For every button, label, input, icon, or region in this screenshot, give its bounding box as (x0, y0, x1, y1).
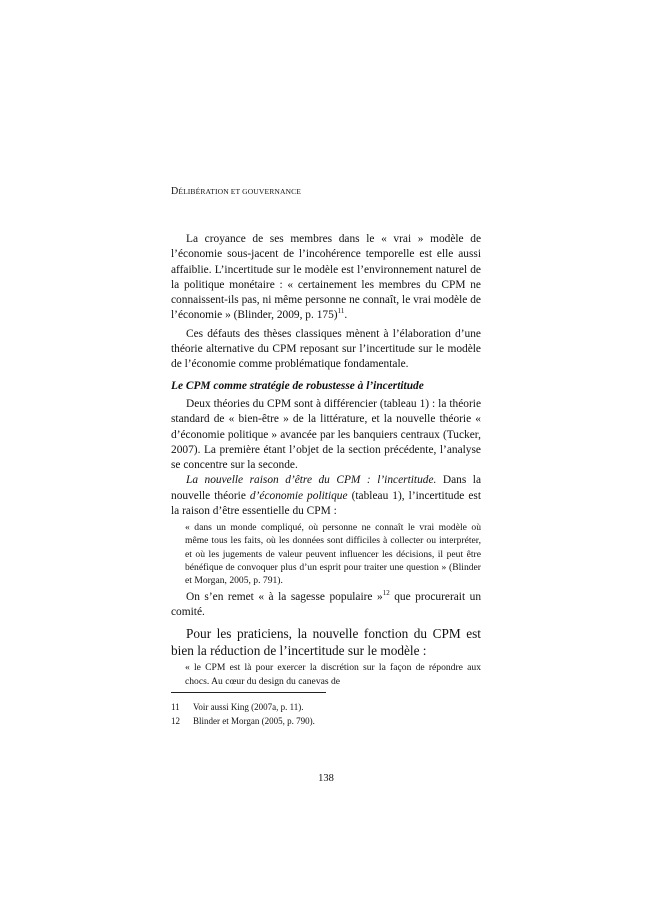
paragraph-6: Pour les praticiens, la nouvelle fonction du CPM est bien la réduction de l’incertitude sur le modèle : (171, 626, 481, 659)
footnote-divider (171, 692, 326, 693)
paragraph-4-text-a: Dans la nouvelle théorie (171, 474, 481, 502)
footnote-text: Blinder et Morgan (2005, p. 790). (193, 716, 315, 726)
paragraph-5-text-a: On s’en remet « à la sagesse populaire » (186, 590, 383, 603)
paragraph-3: Deux théories du CPM sont à différencier (tableau 1) : la théorie standard de « bien-être » de la littérature, et la nouvelle théorie « d’économie politique » avancée par les banquiers centraux (Tucker, 2007). La première étant l’objet de la section précédente, l’analyse se concentre sur la seconde. (171, 397, 481, 472)
footnote-11 (171, 700, 481, 714)
paragraph-1-text: La croyance de ses membres dans le « vrai » modèle de l’économie sous-jacent de l’incohérence temporelle est elle aussi affaiblie. L’incertitude sur le modèle est l’environnement naturel de la politique monétaire : « certainement les membres du CPM ne connaissent-ils pas, ni même personne ne connaît, le vrai modèle de l’économie » (Blinder, 2009, p. 175) (171, 233, 481, 322)
paragraph-5-text-b: que procurerait un comité. (171, 590, 482, 619)
footnote-12 (171, 714, 481, 728)
page-number: 138 (318, 773, 334, 784)
header-small-caps: ÉLIBÉRATION ET GOUVERNANCE (178, 187, 302, 196)
body-text (171, 232, 481, 691)
header-initial: D (171, 186, 179, 197)
paragraph-4 (171, 473, 481, 519)
paragraph-1-end: . (344, 309, 348, 322)
footnote-ref-11: 11 (337, 307, 345, 316)
paragraph-2: Ces défauts des thèses classiques mènent à l’élaboration d’une théorie alternative du CPM reposant sur l’incertitude sur le modèle de l’économie comme problématique fondamentale. (171, 327, 481, 371)
paragraph-4-text-b: (tableau 1), l’incertitude est la raison d’être essentielle du CPM : (171, 489, 481, 518)
footnote-text: Voir aussi King (2007a, p. 11). (193, 702, 304, 712)
block-quote-1: « dans un monde compliqué, où personne ne connaît le vrai modèle où même tous les faits, où les données sont difficiles à collecter ou interpréter, et où les jugements de valeur peuvent influencer les décisions, il peut être bénéfique de convoquer plus d’un esprit pour traiter une question » (Blinder et Morgan, 2005, p. 791). (185, 522, 481, 586)
footnotes (171, 700, 481, 728)
running-header (171, 186, 301, 197)
paragraph-4-lead: La nouvelle raison d’être du CPM : l’incertitude. (186, 474, 437, 487)
paragraph-4-emphasis: d’économie politique (249, 489, 348, 502)
footnote-ref-12: 12 (382, 589, 390, 598)
footnote-number: 11 (171, 702, 180, 712)
section-heading: Le CPM comme stratégie de robustesse à l’incertitude (171, 379, 424, 392)
block-quote-2: « le CPM est là pour exercer la discrétion sur la façon de répondre aux chocs. Au cœur du design du canevas de (185, 662, 481, 687)
paragraph-1 (171, 232, 481, 324)
paragraph-5 (171, 590, 481, 621)
footnote-number: 12 (171, 716, 180, 726)
